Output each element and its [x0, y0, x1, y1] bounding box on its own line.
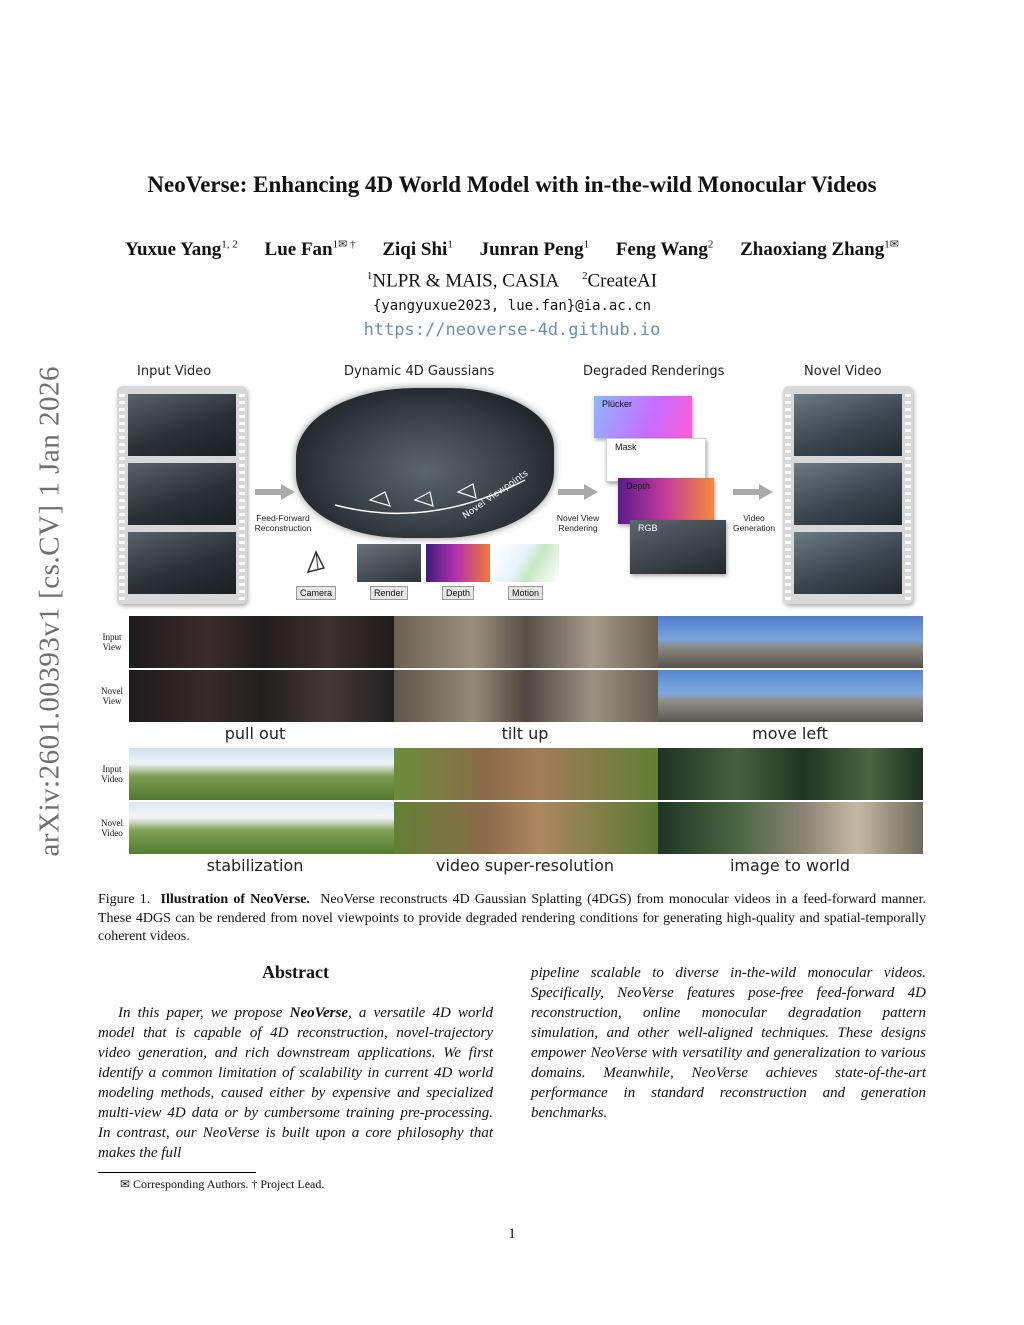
task-label-move-left: move left — [752, 724, 828, 743]
novel-viewpoints-label: Novel Viewpoints — [461, 468, 531, 522]
tag-motion: Motion — [508, 586, 543, 600]
abstract-right-column: pipeline scalable to diverse in-the-wild monocular videos. Specifically, NeoVerse features pose-free feed-forward 4D reconstruction, online monocular degradation pattern simulation, and other well-aligned techniques. These designs empower NeoVerse with versatility and generalization to various domains. Meanwhile, NeoVerse achieves state-of-the-art performance in standard reconstruction and generation benchmarks. — [531, 965, 926, 1121]
example-image — [394, 616, 658, 668]
arrow-icon — [558, 484, 598, 500]
example-image — [129, 670, 394, 722]
row-label-input-video: Input Video — [101, 764, 123, 784]
arrow-icon — [733, 484, 773, 500]
task-label-pull-out: pull out — [224, 724, 286, 743]
card-depth: Depth — [618, 478, 714, 524]
card-mask: Mask — [606, 438, 706, 482]
example-image — [658, 748, 923, 800]
section-label-novel-video: Novel Video — [804, 364, 882, 379]
tag-camera: Camera — [296, 586, 336, 600]
project-link[interactable]: https://neoverse-4d.github.io — [363, 320, 661, 340]
section-label-input-video: Input Video — [137, 364, 212, 379]
task-label-image-to-world: image to world — [729, 856, 851, 875]
example-image — [129, 616, 394, 668]
card-plucker: Plücker — [594, 396, 692, 438]
camera-trajectory-icon — [330, 470, 530, 530]
task-label-tilt-up: tilt up — [501, 724, 549, 743]
example-image — [129, 748, 394, 800]
author: Zhaoxiang Zhang$^{1✉}$ — [740, 239, 899, 261]
step-video-generation: Video Generation — [732, 513, 776, 533]
task-label-stabilization: stabilization — [206, 856, 304, 875]
motion-thumbnail — [495, 544, 559, 582]
figure-caption: Figure 1. Illustration of NeoVerse. NeoVerse reconstructs 4D Gaussian Splatting (4DGS) from monocular videos in a feed-forward manner. These 4DGS can be rendered from novel viewpoints to provide degraded rendering conditions for generating high-quality and spatial-temporally coherent videos. — [98, 892, 926, 944]
arrow-icon — [255, 484, 295, 500]
arxiv-identifier: arXiv:2601.00393v1 [cs.CV] 1 Jan 2026 — [33, 365, 66, 857]
author-emails: {yangyuxue2023, lue.fan}@ia.ac.cn — [372, 298, 652, 314]
example-image — [129, 802, 394, 854]
example-image — [658, 616, 923, 668]
abstract-left-column: In this paper, we propose NeoVerse, a versatile 4D world model that is capable of 4D reconstruction, novel-trajectory video generation, and rich downstream applications. We first identify a common limitation of scalability in current 4D world modeling methods, caused either by expensive and specialized multi-view 4D data or by cumbersome training pre-processing. In contrast, our NeoVerse is built upon a core philosophy that makes the full — [98, 1005, 493, 1161]
abstract-heading: Abstract — [262, 962, 329, 982]
example-image — [394, 802, 658, 854]
affiliations: $^1$NLPR & MAIS, CASIA $^2$CreateAI — [366, 270, 658, 292]
video-frame — [128, 532, 236, 594]
section-label-degraded: Degraded Renderings — [583, 364, 725, 379]
task-label-super-resolution: video super-resolution — [435, 856, 615, 875]
example-image — [394, 670, 658, 722]
input-video-filmstrip — [117, 386, 247, 604]
card-rgb: RGB — [630, 520, 726, 574]
video-frame — [128, 394, 236, 456]
example-image — [658, 670, 923, 722]
video-frame — [128, 463, 236, 525]
example-image — [394, 748, 658, 800]
author: Junran Peng$^1$ — [479, 239, 590, 261]
page-number: 1 — [508, 1226, 516, 1242]
author: Yuxue Yang$^{1, 2}$ — [125, 239, 238, 261]
render-thumbnail — [357, 544, 421, 582]
author: Ziqi Shi$^1$ — [382, 239, 453, 261]
depth-thumbnail — [426, 544, 490, 582]
novel-video-filmstrip — [783, 386, 913, 604]
row-label-input-view: Input View — [102, 632, 122, 652]
tag-render: Render — [370, 586, 408, 600]
video-frame — [794, 532, 902, 594]
section-label-dynamic-gaussians: Dynamic 4D Gaussians — [344, 364, 495, 379]
tag-depth: Depth — [442, 586, 474, 600]
author: Lue Fan$^{1✉ \dagger}$ — [264, 239, 356, 261]
video-frame — [794, 394, 902, 456]
video-frame — [794, 463, 902, 525]
author: Feng Wang$^2$ — [615, 239, 714, 261]
step-feed-forward: Feed-Forward Reconstruction — [254, 513, 312, 533]
row-label-novel-video: Novel Video — [101, 818, 123, 838]
paper-title: NeoVerse: Enhancing 4D World Model with in-the-wild Monocular Videos — [147, 172, 877, 197]
step-novel-view: Novel View Rendering — [556, 513, 600, 533]
footnote-rule — [98, 1172, 256, 1173]
example-image — [658, 802, 923, 854]
camera-icon — [302, 548, 332, 578]
footnote: ✉ Corresponding Authors. † Project Lead. — [120, 1177, 325, 1191]
row-label-novel-view: Novel View — [101, 686, 123, 706]
author-list — [0, 238, 1024, 261]
